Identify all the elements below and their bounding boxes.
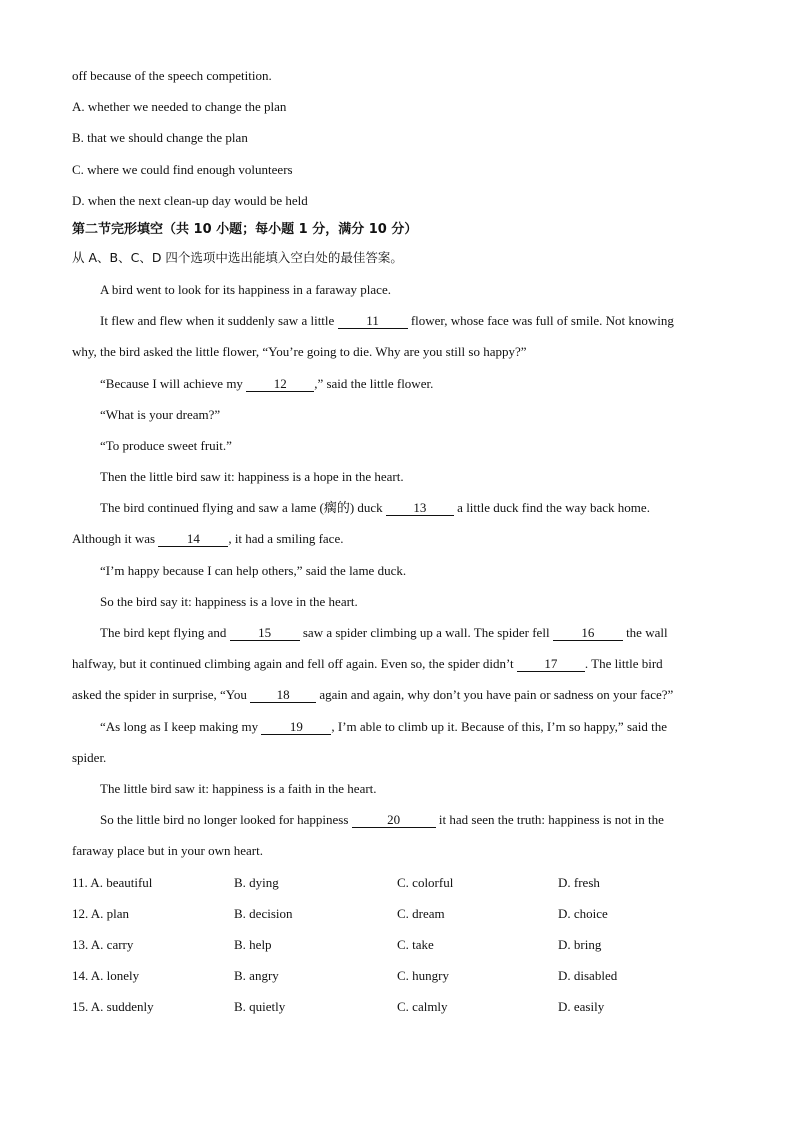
text-segment: , it had a smiling face. [228,531,344,547]
passage-paragraph-1: A bird went to look for its happiness in a faraway place. [100,281,391,297]
passage-paragraph-8: “I’m happy because I can help others,” said the lame duck. [100,562,407,578]
question-row-13 [72,929,722,960]
text-segment: it had seen the truth: happiness is not in the [435,812,664,828]
passage-paragraph-2 [72,305,722,336]
question-row-12 [72,898,722,929]
text-segment: The bird continued flying and saw a lame (瘸的) duck [100,500,386,516]
passage-paragraph-11-cont: spider. [72,749,107,765]
passage-paragraph-13-cont: faraway place but in your own heart. [72,843,263,859]
text-segment: flower, whose face was full of smile. Not knowing [407,313,674,329]
option-c: C. colorful [397,874,454,890]
option-a: 11. A. beautiful [72,874,153,890]
text-segment: a little duck find the way back home. [453,500,650,516]
text-segment: saw a spider climbing up a wall. The spider fell [299,625,553,640]
option-d: D. disabled [558,968,618,984]
text-segment: “Because I will achieve my [100,375,247,391]
blank-12: 12 [246,377,314,392]
previous-option-c: C. where we could find enough volunteers [72,161,293,177]
option-d: D. bring [558,936,602,952]
passage-paragraph-13 [72,804,722,835]
option-c: C. calmly [397,999,448,1015]
option-a: 15. A. suddenly [72,999,154,1015]
blank-18: 18 [250,688,316,703]
option-b: B. help [234,936,272,952]
option-b: B. dying [234,874,279,890]
previous-option-b: B. that we should change the plan [72,130,248,146]
previous-option-d: D. when the next clean-up day would be held [72,192,308,208]
passage-paragraph-5: “To produce sweet fruit.” [100,437,232,453]
text-segment: It flew and flew when it suddenly saw a little [100,313,338,329]
option-a: 12. A. plan [72,905,130,921]
blank-11: 11 [338,314,408,329]
previous-option-a: A. whether we needed to change the plan [72,99,287,115]
option-d: D. choice [558,905,608,921]
question-row-14 [72,960,722,991]
previous-question-stem-end: off because of the speech competition. [72,68,272,83]
blank-20: 20 [352,813,436,828]
blank-16: 16 [553,626,623,641]
blank-15: 15 [230,626,300,641]
text-segment: , I’m able to climb up it. Because of this, I’m so happy,” said the [331,718,668,734]
option-c: C. hungry [397,968,449,984]
passage-paragraph-10-cont-2 [72,679,722,710]
option-b: B. decision [234,905,293,921]
text-segment: The bird kept flying and [100,625,230,640]
text-segment: again and again, why don’t you have pain or sadness on your face?” [316,687,674,703]
text-segment: the wall [622,625,668,640]
passage-paragraph-6: Then the little bird saw it: happiness is a hope in the heart. [100,469,404,485]
blank-13: 13 [386,501,454,516]
option-d: D. fresh [558,874,600,890]
passage-paragraph-10-cont-1 [72,648,722,679]
option-b: B. quietly [234,999,286,1015]
blank-14: 14 [158,532,228,547]
question-row-15 [72,991,722,1022]
passage-paragraph-2-cont: why, the bird asked the little flower, “You’re going to die. Why are you still so happy?” [72,344,527,360]
option-a: 14. A. lonely [72,968,140,984]
passage-paragraph-7-cont [72,523,722,554]
text-segment: ,” said the little flower. [314,375,434,391]
section-heading: 第二节完形填空（共 10 小题；每小题 1 分，满分 10 分） [72,221,418,237]
document-page [72,60,722,1022]
blank-17: 17 [517,657,585,672]
passage-paragraph-9: So the bird say it: happiness is a love in the heart. [100,593,358,609]
text-segment: asked the spider in surprise, “You [72,687,251,703]
passage-paragraph-12: The little bird saw it: happiness is a faith in the heart. [100,780,377,796]
option-d: D. easily [558,999,605,1015]
text-segment: “As long as I keep making my [100,718,262,734]
blank-19: 19 [261,720,331,735]
section-instruction: 从 A、B、C、D 四个选项中选出能填入空白处的最佳答案。 [72,249,403,265]
passage-paragraph-7 [72,492,722,523]
question-row-11 [72,867,722,898]
passage-paragraph-3 [72,368,722,399]
option-a: 13. A. carry [72,936,134,952]
passage-paragraph-10 [72,617,722,648]
option-c: C. dream [397,905,445,921]
text-segment: So the little bird no longer looked for happiness [100,812,352,828]
passage-paragraph-4: “What is your dream?” [100,406,221,422]
option-b: B. angry [234,968,279,984]
option-c: C. take [397,936,434,952]
text-segment: halfway, but it continued climbing again and fell off again. Even so, the spider didn’t [72,656,517,672]
text-segment: Although it was [72,531,159,547]
passage-paragraph-11 [72,711,722,742]
text-segment: . The little bird [584,656,663,672]
